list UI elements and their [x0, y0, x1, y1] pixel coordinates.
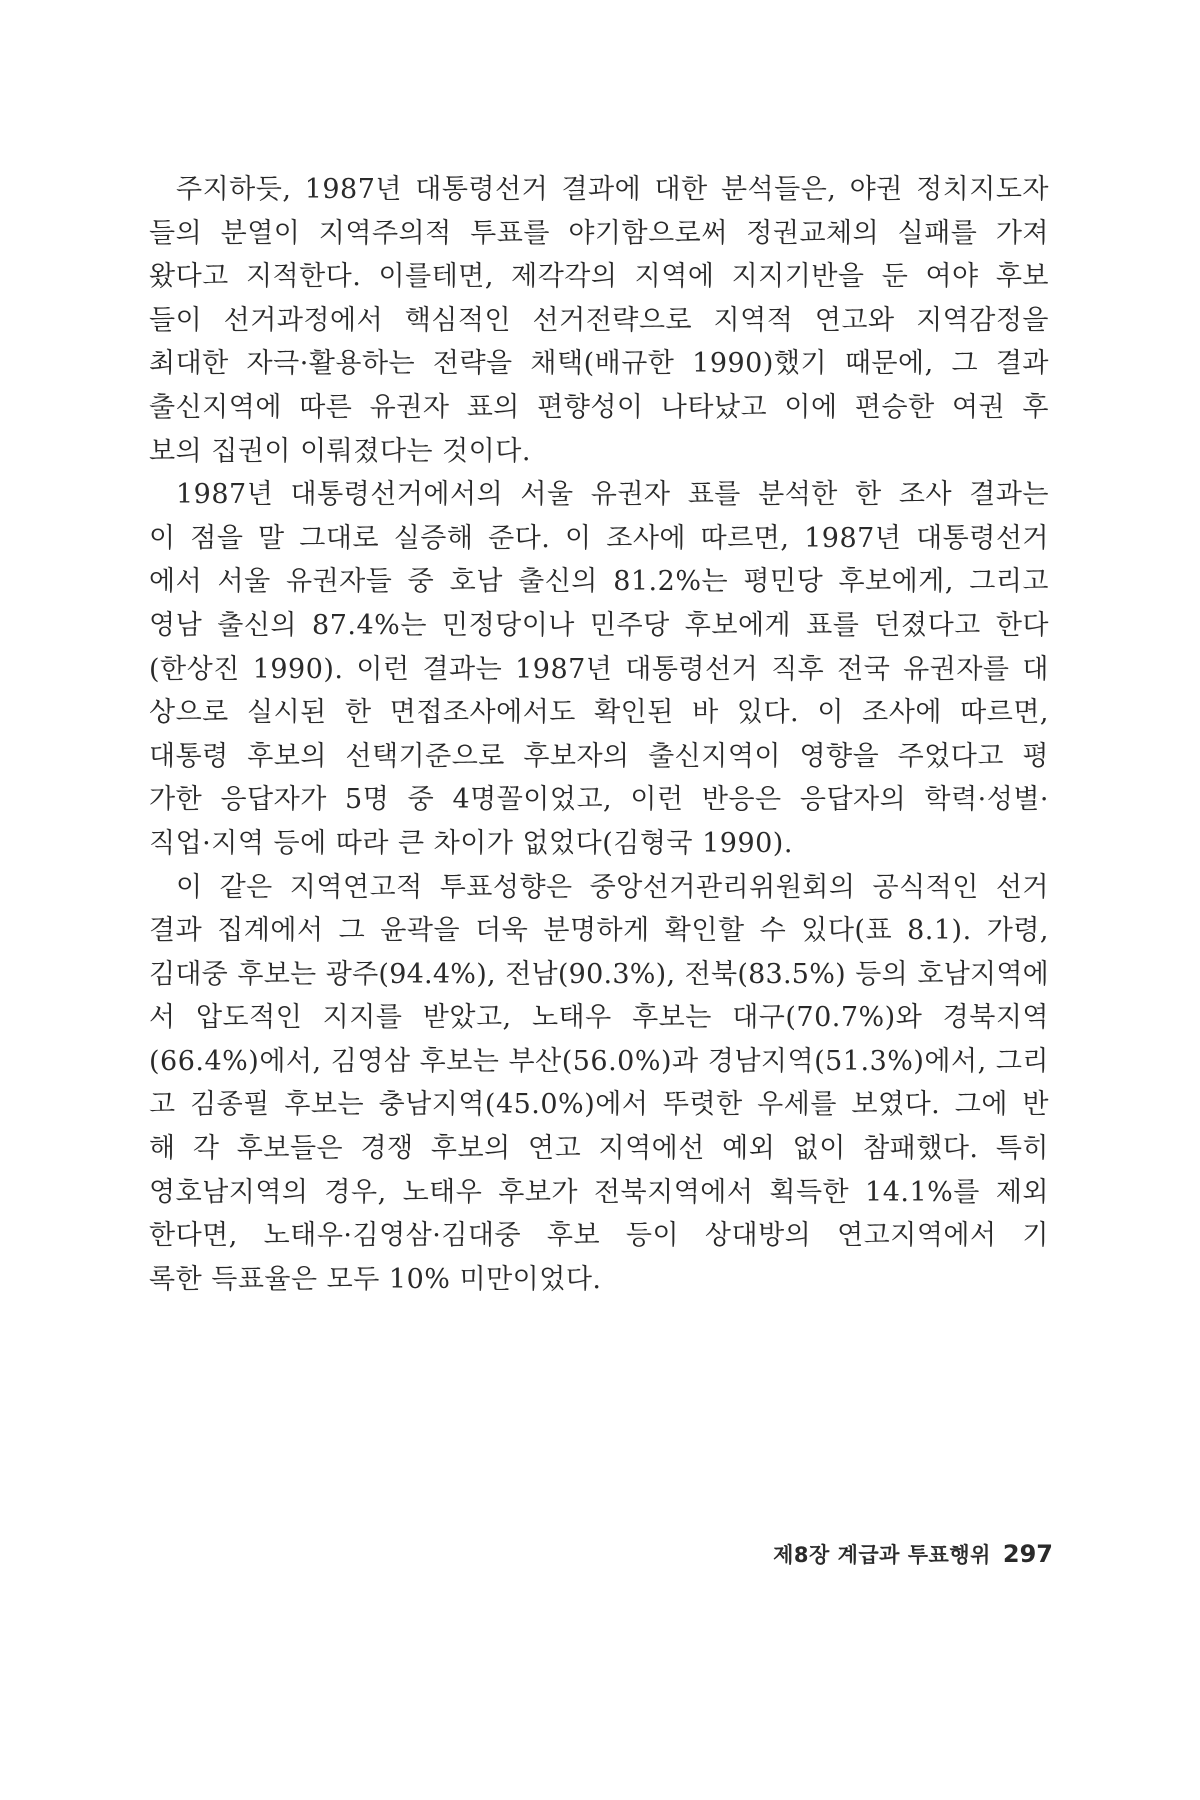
text-line: 보의 집권이 이뤄졌다는 것이다. [149, 435, 531, 467]
text-line: (한상진 1990). 이런 결과는 1987년 대통령선거 직후 전국 유권자를 대 [149, 653, 1049, 685]
text-line: 해 각 후보들은 경쟁 후보의 연고 지역에선 예외 없이 참패했다. 특히 [149, 1133, 1049, 1165]
text-line: 1987년 대통령선거에서의 서울 유권자 표를 분석한 한 조사 결과는 [176, 479, 1049, 511]
text-line: 록한 득표율은 모두 10% 미만이었다. [149, 1263, 602, 1295]
text-line: 영호남지역의 경우, 노태우 후보가 전북지역에서 획득한 14.1%를 제외 [149, 1176, 1049, 1208]
text-line: 서 압도적인 지지를 받았고, 노태우 후보는 대구(70.7%)와 경북지역 [149, 1002, 1049, 1034]
paragraph-3 [149, 866, 1049, 1302]
page-number: 297 [1002, 1540, 1053, 1568]
text-line: 출신지역에 따른 유권자 표의 편향성이 나타났고 이에 편승한 여권 후 [149, 391, 1049, 423]
running-footer-chapter: 제8장 계급과 투표행위 [773, 1543, 991, 1567]
page-footer [773, 1539, 1053, 1569]
text-line: 이 같은 지역연고적 투표성향은 중앙선거관리위원회의 공식적인 선거 [176, 871, 1049, 903]
text-line: 에서 서울 유권자들 중 호남 출신의 81.2%는 평민당 후보에게, 그리고 [149, 566, 1049, 598]
text-line: 왔다고 지적한다. 이를테면, 제각각의 지역에 지지기반을 둔 여야 후보 [149, 261, 1049, 293]
text-line: 들의 분열이 지역주의적 투표를 야기함으로써 정권교체의 실패를 가져 [149, 217, 1049, 249]
paragraph-2 [149, 473, 1049, 865]
text-line: 한다면, 노태우·김영삼·김대중 후보 등이 상대방의 연고지역에서 기 [149, 1220, 1049, 1252]
paragraph-1 [149, 168, 1049, 473]
body-text [149, 168, 1049, 1301]
text-line: 이 점을 말 그대로 실증해 준다. 이 조사에 따르면, 1987년 대통령선거 [149, 522, 1049, 554]
text-line: (66.4%)에서, 김영삼 후보는 부산(56.0%)과 경남지역(51.3%)에서, 그리 [149, 1045, 1049, 1077]
text-line: 결과 집계에서 그 윤곽을 더욱 분명하게 확인할 수 있다(표 8.1). 가령, [149, 915, 1049, 947]
text-line: 가한 응답자가 5명 중 4명꼴이었고, 이런 반응은 응답자의 학력·성별· [149, 784, 1049, 816]
text-line: 직업·지역 등에 따라 큰 차이가 없었다(김형국 1990). [149, 827, 793, 859]
text-line: 상으로 실시된 한 면접조사에서도 확인된 바 있다. 이 조사에 따르면, [149, 697, 1049, 729]
text-line: 고 김종필 후보는 충남지역(45.0%)에서 뚜렷한 우세를 보였다. 그에 반 [149, 1089, 1049, 1121]
text-line: 김대중 후보는 광주(94.4%), 전남(90.3%), 전북(83.5%) 등의 호남지역에 [149, 958, 1049, 990]
text-line: 들이 선거과정에서 핵심적인 선거전략으로 지역적 연고와 지역감정을 [149, 304, 1049, 336]
text-line: 최대한 자극·활용하는 전략을 채택(배규한 1990)했기 때문에, 그 결과 [149, 348, 1049, 380]
text-line: 영남 출신의 87.4%는 민정당이나 민주당 후보에게 표를 던졌다고 한다 [149, 609, 1049, 641]
text-line: 대통령 후보의 선택기준으로 후보자의 출신지역이 영향을 주었다고 평 [149, 740, 1049, 772]
text-line: 주지하듯, 1987년 대통령선거 결과에 대한 분석들은, 야권 정치지도자 [176, 174, 1049, 205]
